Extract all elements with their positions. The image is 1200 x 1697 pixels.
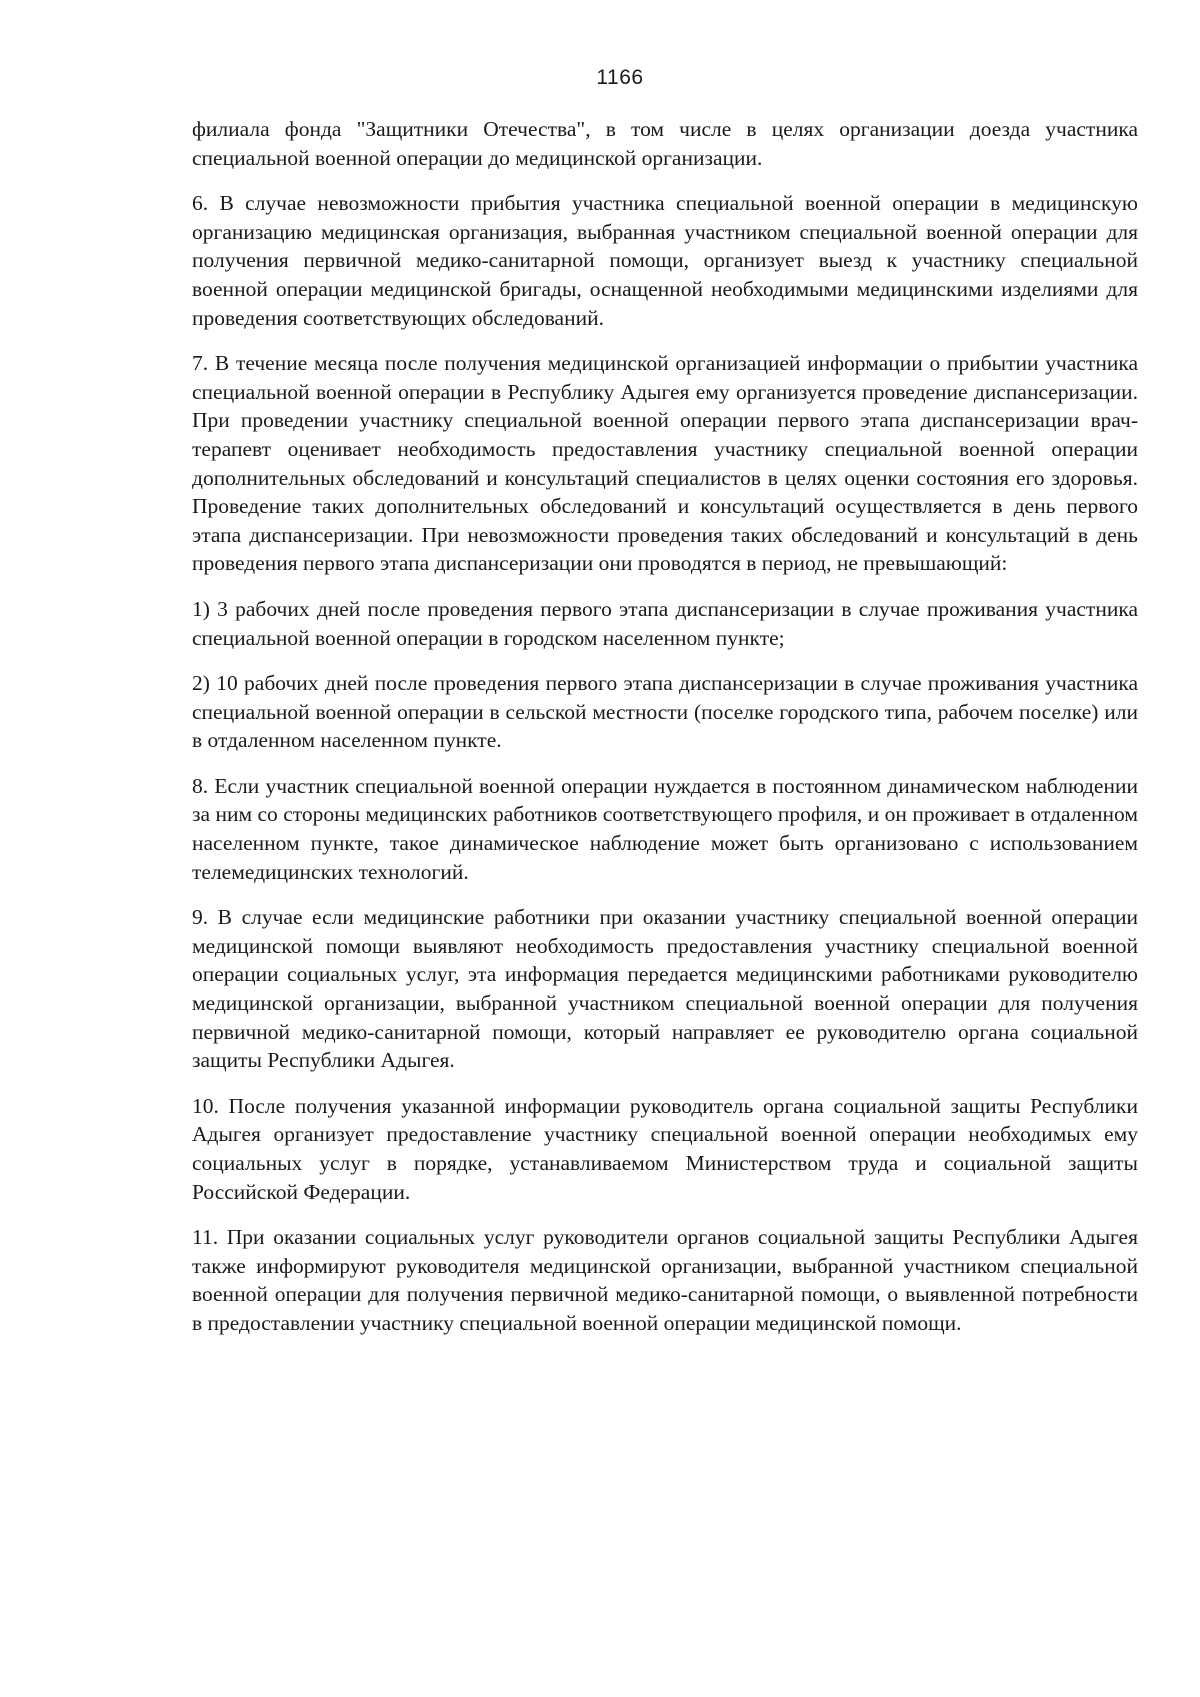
page-number: 1166 bbox=[596, 66, 644, 89]
paragraph-7-item-2: 2) 10 рабочих дней после проведения первого этапа диспансеризации в случае проживания участника специальной военной операции в сельской местности (поселке городского типа, рабочем поселке) или в отдаленном населенном пункте. bbox=[192, 671, 1138, 753]
paragraph-7-item-1: 1) 3 рабочих дней после проведения первого этапа диспансеризации в случае проживания участника специальной военной операции в городском населенном пункте; bbox=[192, 596, 1138, 650]
paragraph-11: 11. При оказании социальных услуг руководители органов социальной защиты Республики Адыгея также информируют руководителя медицинской организации, выбранной участником специальной военной операции для получения первичной медико-санитарной помощи, о выявленной потребности в предоставлении участнику специальной военной операции медицинской помощи. bbox=[192, 1225, 1138, 1335]
paragraph-6: 6. В случае невозможности прибытия участника специальной военной операции в медицинскую организацию медицинская организация, выбранная участником специальной военной операции для получения первичной медико-санитарной помощи, организует выезд к участнику специальной военной операции медицинской бригады, оснащенной необходимыми медицинскими изделиями для проведения соответствующих обследований. bbox=[192, 191, 1138, 330]
document-body bbox=[192, 115, 1138, 1355]
paragraph-continuation: филиала фонда "Защитники Отечества", в том числе в целях организации доезда участника специальной военной операции до медицинской организации. bbox=[192, 117, 1138, 170]
paragraph-10: 10. После получения указанной информации руководитель органа социальной защиты Республики Адыгея организует предоставление участнику специальной военной операции необходимых ему социальных услуг в порядке, устанавливаемом Министерством труда и социальной защиты Российской Федерации. bbox=[192, 1093, 1138, 1204]
paragraph-7: 7. В течение месяца после получения медицинской организацией информации о прибытии участника специальной военной операции в Республику Адыгея ему организуется проведение диспансеризации. При проведении участнику специальной военной операции первого этапа диспансеризации врач-терапевт оценивает необходимость предоставления участнику специальной военной операции дополнительных обследований и консультаций специалистов в целях оценки состояния его здоровья. Проведение таких дополнительных обследований и консультаций осуществляется в день первого этапа диспансеризации. При невозможности проведения таких обследований и консультаций в день проведения первого этапа диспансеризации они проводятся в период, не превышающий: bbox=[192, 351, 1138, 576]
paragraph-9: 9. В случае если медицинские работники при оказании участнику специальной военной операции медицинской помощи выявляют необходимость предоставления участнику специальной военной операции социальных услуг, эта информация передается медицинскими работниками руководителю медицинской организации, выбранной участником специальной военной операции для получения первичной медико-санитарной помощи, который направляет ее руководителю органа социальной защиты Республики Адыгея. bbox=[192, 905, 1138, 1073]
paragraph-8: 8. Если участник специальной военной операции нуждается в постоянном динамическом наблюдении за ним со стороны медицинских работников соответствующего профиля, и он проживает в отдаленном населенном пункте, такое динамическое наблюдение может быть организовано с использованием телемедицинских технологий. bbox=[192, 773, 1138, 884]
